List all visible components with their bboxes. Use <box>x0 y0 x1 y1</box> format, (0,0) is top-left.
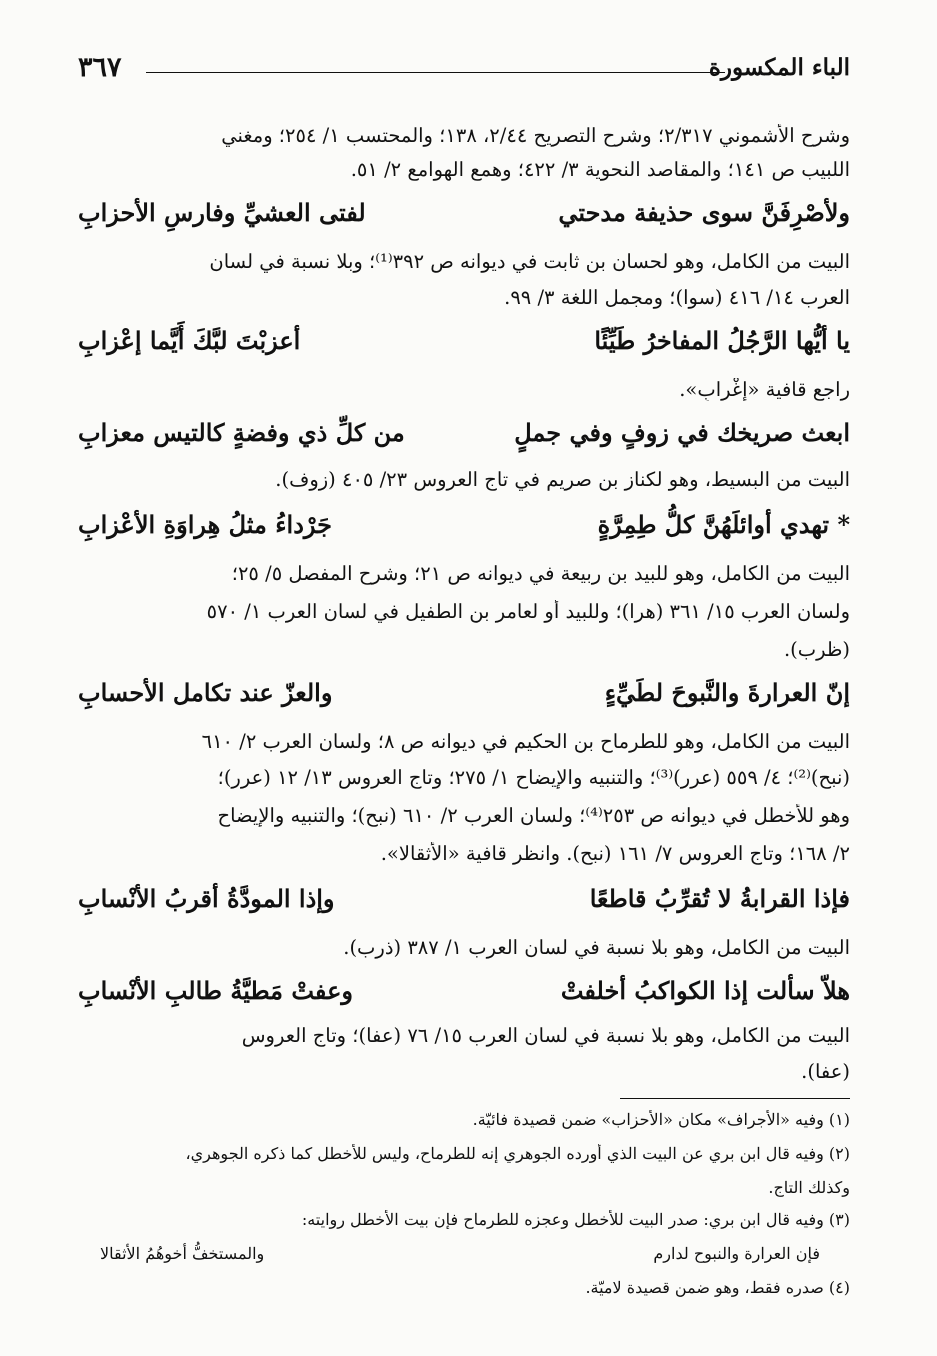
verse <box>78 326 850 366</box>
footnote: (١) وفيه «الأجراف» مكان «الأحزاب» ضمن قصيدة فائيّة. <box>472 1110 850 1129</box>
text-line: البيت من البسيط، وهو لكناز بن صريم في تاج العروس ٢٣/ ٤٠٥ (زوف). <box>275 468 850 491</box>
verse-first-hemistich: ابعث صريخك في زوفٍ وفي جملٍ <box>514 418 850 447</box>
text-line: (ظرب). <box>783 638 850 661</box>
text-line: وشرح الأشموني ٢/٣١٧؛ وشرح التصريح ٢/٤٤، ١٣٨؛ والمحتسب ١/ ٢٥٤؛ ومغني <box>221 124 850 147</box>
text-line: (نبح)⁽²⁾؛ ٤/ ٥٥٩ (عرر)⁽³⁾؛ والتنبيه والإيضاح ١/ ٢٧٥؛ وتاج العروس ١٣/ ١٢ (عرر)؛ <box>217 766 850 789</box>
text-line: (عفا). <box>801 1060 850 1083</box>
text-line: ولسان العرب ١٥/ ٣٦١ (هرا)؛ وللبيد أو لعامر بن الطفيل في لسان العرب ١/ ٥٧٠ <box>206 600 850 623</box>
verse <box>78 884 850 924</box>
text-line: راجع قافية «إغْرابِ». <box>679 378 850 401</box>
verse-first-hemistich: ولأصْرِفَنَّ سوى حذيفة مدحتي <box>558 198 850 227</box>
verse-second-hemistich: وإذا المودَّةُ أقربُ الأنْسابِ <box>78 884 335 913</box>
text-line: البيت من الكامل، وهو بلا نسبة في لسان العرب ١/ ٣٨٧ (ذرب). <box>343 936 850 959</box>
verse-first-hemistich: فإن العرارة والنبوح لدارم <box>653 1244 820 1263</box>
verse-first-hemistich: إنّ العرارةَ والنَّبوحَ لطَيِّءٍ <box>604 678 850 707</box>
running-title: الباء المكسورة <box>708 54 850 81</box>
verse-first-hemistich: * تهدي أوائلَهُنَّ كلُّ طِمِرَّةٍ <box>597 510 850 539</box>
verse <box>78 976 850 1016</box>
verse <box>78 418 850 458</box>
verse-first-hemistich: يا أيُّها الرَّجُلُ المفاخرُ طَيِّئًا <box>594 326 850 355</box>
verse <box>78 510 850 550</box>
verse-second-hemistich: من كلِّ ذي وفضةٍ كالتيس معزابِ <box>78 418 405 447</box>
text-line: العرب ١٤/ ٤١٦ (سوا)؛ ومجمل اللغة ٣/ ٩٩. <box>504 286 850 309</box>
verse-first-hemistich: هلاّ سألت إذا الكواكبُ أخلفتْ <box>560 976 850 1005</box>
text-line: اللبيب ص ١٤١؛ والمقاصد النحوية ٣/ ٤٢٢؛ وهمع الهوامع ٢/ ٥١. <box>350 158 850 181</box>
verse-second-hemistich: أعزبْتَ لبَّكَ أَيَّما إعْزابِ <box>78 326 301 355</box>
footnote: (٢) وفيه قال ابن بري عن البيت الذي أورده الجوهري إنه للطرماح، وليس للأخطل كما ذكره الجوهري، <box>185 1144 850 1163</box>
verse-second-hemistich: جَرْداءُ مثلُ هِراوَةِ الأعْزابِ <box>78 510 332 539</box>
verse-first-hemistich: فإذا القرابةُ لا تُقرِّبُ قاطعًا <box>589 884 850 913</box>
header-rule <box>146 72 725 73</box>
footnote-rule <box>620 1098 850 1099</box>
footnote: (٤) صدره فقط، وهو ضمن قصيدة لاميّة. <box>585 1278 850 1297</box>
text-line: البيت من الكامل، وهو للبيد بن ربيعة في ديوانه ص ٢١؛ وشرح المفصل ٥/ ٢٥؛ <box>231 562 850 585</box>
verse-second-hemistich: لفتى العشيِّ وفارسِ الأحزابِ <box>78 198 366 227</box>
text-line: البيت من الكامل، وهو بلا نسبة في لسان العرب ١٥/ ٧٦ (عفا)؛ وتاج العروس <box>241 1024 850 1047</box>
text-line: وهو للأخطل في ديوانه ص ٢٥٣⁽⁴⁾؛ ولسان العرب ٢/ ٦١٠ (نبح)؛ والتنبيه والإيضاح <box>217 804 850 827</box>
footnote: (٣) وفيه قال ابن بري: صدر البيت للأخطل وعجزه للطرماح فإن بيت الأخطل روايته: <box>301 1210 850 1229</box>
verse <box>78 198 850 238</box>
page-header <box>78 52 850 92</box>
page-number: ٣٦٧ <box>78 52 122 83</box>
text-line: البيت من الكامل، وهو للطرماح بن الحكيم في ديوانه ص ٨؛ ولسان العرب ٢/ ٦١٠ <box>201 730 850 753</box>
text-line: البيت من الكامل، وهو لحسان بن ثابت في ديوانه ص ٣٩٢⁽¹⁾؛ وبلا نسبة في لسان <box>209 250 850 273</box>
text-line: ٢/ ١٦٨؛ وتاج العروس ٧/ ١٦١ (نبح). وانظر قافية «الأثقالا». <box>380 842 850 865</box>
footnote: وكذلك التاج. <box>768 1178 850 1197</box>
verse-second-hemistich: والمستخفُّ أخوهُمُ الأثقالا <box>100 1244 265 1263</box>
verse-second-hemistich: وعفتْ مَطيَّةُ طالبِ الأنْسابِ <box>78 976 353 1005</box>
verse-second-hemistich: والعزّ عند تكامل الأحسابِ <box>78 678 333 707</box>
verse <box>78 678 850 718</box>
